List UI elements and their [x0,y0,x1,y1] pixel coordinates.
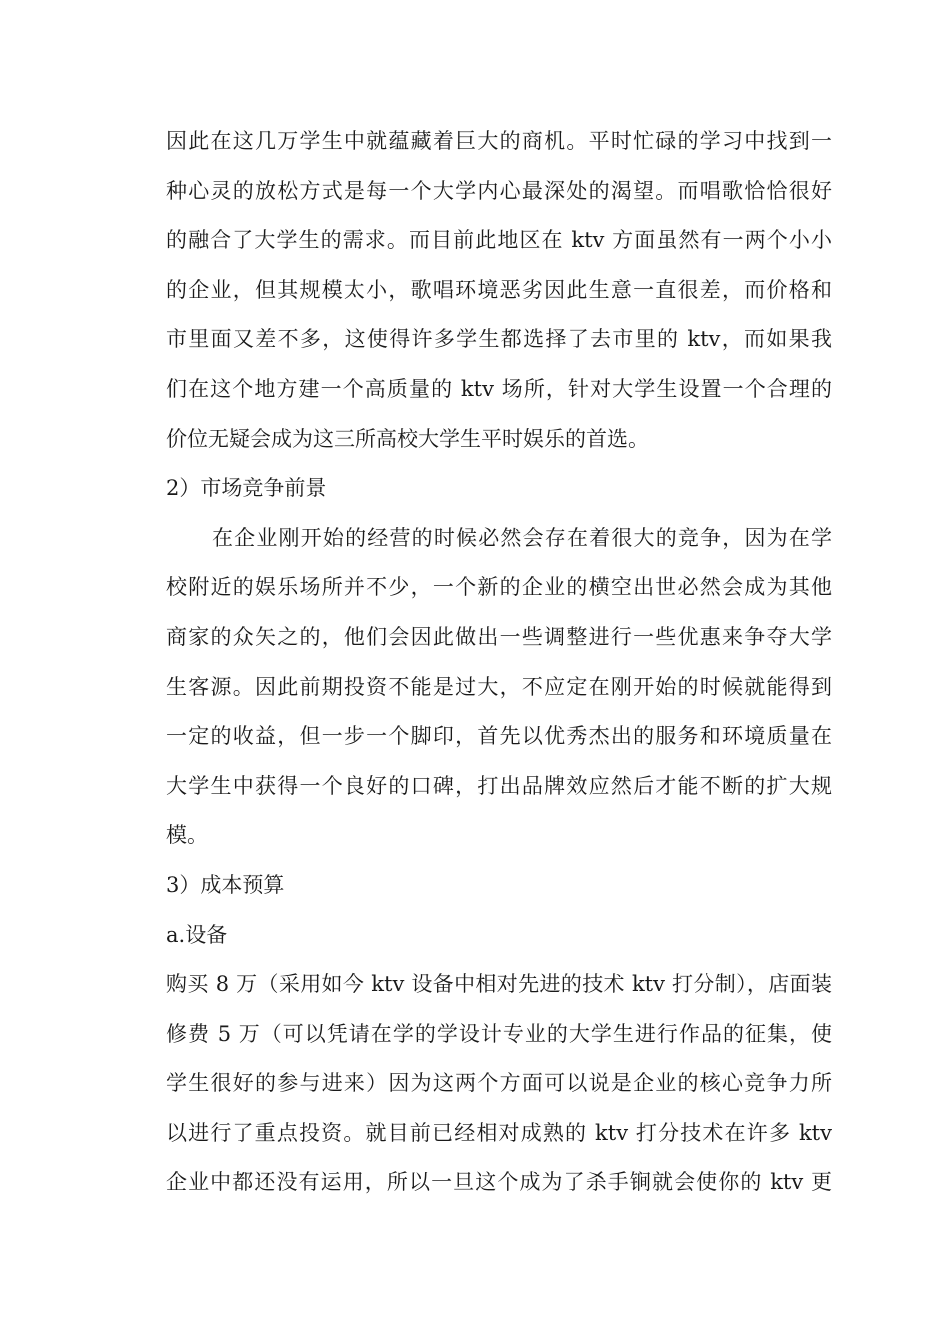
text-line: 购买 8 万（采用如今 ktv 设备中相对先进的技术 ktv 打分制），店面装 [166,972,832,997]
text-line: a.设备 [166,922,228,947]
text-line: 3）成本预算 [166,872,285,897]
document-body [166,117,832,1208]
text-line: 一定的收益，但一步一个脚印，首先以优秀杰出的服务和环境质量在 [166,724,832,749]
text-line: 价位无疑会成为这三所高校大学生平时娱乐的首选。 [166,426,649,451]
text-line: 的企业，但其规模太小，歌唱环境恶劣因此生意一直很差，而价格和 [166,277,832,302]
text-line: 以进行了重点投资。就目前已经相对成熟的 ktv 打分技术在许多 ktv [166,1120,832,1145]
text-line: 2）市场竞争前景 [166,476,327,501]
text-line: 模。 [166,823,208,848]
text-line: 在企业刚开始的经营的时候必然会存在着很大的竞争，因为在学 [212,525,832,550]
text-line: 大学生中获得一个良好的口碑，打出品牌效应然后才能不断的扩大规 [166,773,832,798]
text-line: 种心灵的放松方式是每一个大学内心最深处的渴望。而唱歌恰恰很好 [166,178,832,203]
text-line: 学生很好的参与进来）因为这两个方面可以说是企业的核心竞争力所 [166,1071,832,1096]
text-line: 的融合了大学生的需求。而目前此地区在 ktv 方面虽然有一两个小小 [166,228,832,253]
text-line: 市里面又差不多，这使得许多学生都选择了去市里的 ktv，而如果我 [166,327,832,352]
text-line: 校附近的娱乐场所并不少，一个新的企业的横空出世必然会成为其他 [166,575,832,600]
text-line: 修费 5 万（可以凭请在学的学设计专业的大学生进行作品的征集，使 [166,1021,832,1046]
text-line: 因此在这几万学生中就蕴藏着巨大的商机。平时忙碌的学习中找到一 [166,129,832,153]
text-line: 生客源。因此前期投资不能是过大，不应定在刚开始的时候就能得到 [166,674,832,699]
text-line: 企业中都还没有运用，所以一旦这个成为了杀手锏就会使你的 ktv 更 [166,1170,832,1195]
text-line: 们在这个地方建一个高质量的 ktv 场所，针对大学生设置一个合理的 [166,376,832,401]
text-line: 商家的众矢之的，他们会因此做出一些调整进行一些优惠来争夺大学 [166,624,832,649]
